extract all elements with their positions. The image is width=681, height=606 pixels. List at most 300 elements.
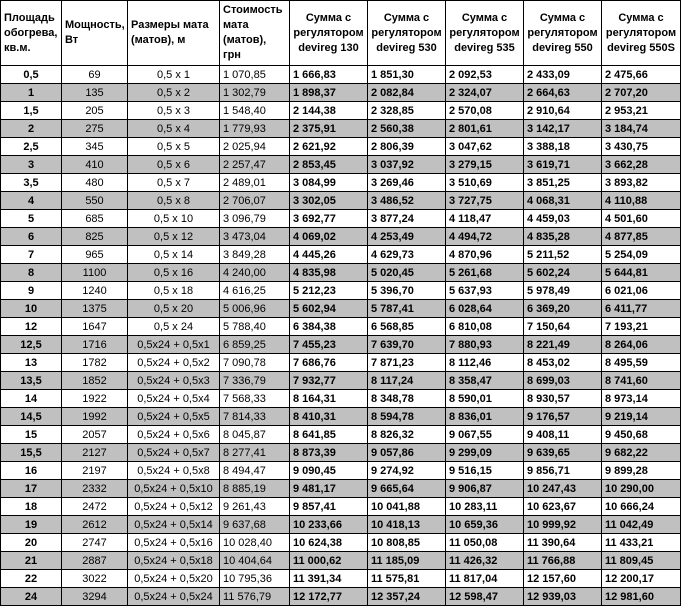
cell-area: 3,5 — [1, 174, 62, 192]
cell-area: 1 — [1, 84, 62, 102]
cell-sum-devireg-550: 3 619,71 — [524, 156, 602, 174]
cell-power: 2612 — [62, 516, 128, 534]
cell-sum-devireg-550: 9 176,57 — [524, 408, 602, 426]
cell-sum-devireg-550: 10 623,67 — [524, 498, 602, 516]
cell-sum-devireg-550s: 11 809,45 — [602, 552, 681, 570]
cell-sum-devireg-130: 4 069,02 — [290, 228, 368, 246]
table-row — [1, 102, 681, 120]
cell-mat-size: 0,5 x 4 — [128, 120, 220, 138]
header-sum-devireg-130: Сумма с регулятором devireg 130 — [290, 1, 368, 66]
cell-area: 9 — [1, 282, 62, 300]
cell-sum-devireg-550s: 3 893,82 — [602, 174, 681, 192]
cell-sum-devireg-550s: 3 662,28 — [602, 156, 681, 174]
cell-sum-devireg-530: 3 877,24 — [368, 210, 446, 228]
cell-sum-devireg-550: 7 150,64 — [524, 318, 602, 336]
cell-sum-devireg-535: 4 870,96 — [446, 246, 524, 264]
cell-power: 1240 — [62, 282, 128, 300]
cell-sum-devireg-550s: 8 264,06 — [602, 336, 681, 354]
table-row — [1, 336, 681, 354]
cell-sum-devireg-130: 5 212,23 — [290, 282, 368, 300]
cell-mat-size: 0,5x24 + 0,5x18 — [128, 552, 220, 570]
cell-sum-devireg-550s: 4 501,60 — [602, 210, 681, 228]
cell-sum-devireg-550: 9 639,65 — [524, 444, 602, 462]
cell-sum-devireg-535: 7 880,93 — [446, 336, 524, 354]
cell-sum-devireg-550: 2 433,09 — [524, 66, 602, 84]
cell-sum-devireg-535: 9 516,15 — [446, 462, 524, 480]
cell-mat-cost: 2 025,94 — [220, 138, 290, 156]
cell-area: 3 — [1, 156, 62, 174]
cell-mat-cost: 4 240,00 — [220, 264, 290, 282]
cell-sum-devireg-535: 2 324,07 — [446, 84, 524, 102]
table-body — [1, 66, 681, 606]
cell-power: 1922 — [62, 390, 128, 408]
header-mat-size: Размеры мата (матов), м — [128, 1, 220, 66]
cell-mat-cost: 10 404,64 — [220, 552, 290, 570]
table-row — [1, 66, 681, 84]
cell-sum-devireg-550s: 2 707,20 — [602, 84, 681, 102]
cell-sum-devireg-550: 5 211,52 — [524, 246, 602, 264]
cell-sum-devireg-130: 4 835,98 — [290, 264, 368, 282]
cell-area: 22 — [1, 570, 62, 588]
header-mat-cost: Стоимость мата (матов), грн — [220, 1, 290, 66]
cell-mat-cost: 9 261,43 — [220, 498, 290, 516]
cell-mat-cost: 8 885,19 — [220, 480, 290, 498]
cell-sum-devireg-530: 7 639,70 — [368, 336, 446, 354]
table-row — [1, 588, 681, 606]
cell-area: 2,5 — [1, 138, 62, 156]
cell-sum-devireg-550s: 6 021,06 — [602, 282, 681, 300]
cell-sum-devireg-130: 5 602,94 — [290, 300, 368, 318]
cell-mat-size: 0,5x24 + 0,5x5 — [128, 408, 220, 426]
cell-area: 19 — [1, 516, 62, 534]
cell-sum-devireg-530: 3 037,92 — [368, 156, 446, 174]
cell-sum-devireg-530: 4 253,49 — [368, 228, 446, 246]
cell-sum-devireg-550: 2 910,64 — [524, 102, 602, 120]
cell-sum-devireg-550s: 9 450,68 — [602, 426, 681, 444]
cell-mat-cost: 1 779,93 — [220, 120, 290, 138]
cell-sum-devireg-550s: 11 433,21 — [602, 534, 681, 552]
cell-sum-devireg-550s: 5 254,09 — [602, 246, 681, 264]
cell-sum-devireg-550s: 3 184,74 — [602, 120, 681, 138]
cell-mat-size: 0,5 x 24 — [128, 318, 220, 336]
cell-sum-devireg-535: 6 810,08 — [446, 318, 524, 336]
header-sum-devireg-530: Сумма с регулятором devireg 530 — [368, 1, 446, 66]
cell-sum-devireg-550: 8 453,02 — [524, 354, 602, 372]
cell-mat-cost: 5 006,96 — [220, 300, 290, 318]
cell-sum-devireg-530: 8 594,78 — [368, 408, 446, 426]
cell-sum-devireg-535: 8 590,01 — [446, 390, 524, 408]
cell-mat-size: 0,5 x 3 — [128, 102, 220, 120]
cell-mat-cost: 1 302,79 — [220, 84, 290, 102]
cell-sum-devireg-550: 10 999,92 — [524, 516, 602, 534]
cell-mat-size: 0,5 x 14 — [128, 246, 220, 264]
cell-sum-devireg-550: 9 408,11 — [524, 426, 602, 444]
cell-mat-cost: 2 257,47 — [220, 156, 290, 174]
cell-sum-devireg-530: 10 808,85 — [368, 534, 446, 552]
cell-sum-devireg-550: 12 157,60 — [524, 570, 602, 588]
cell-sum-devireg-535: 2 092,53 — [446, 66, 524, 84]
cell-mat-cost: 7 568,33 — [220, 390, 290, 408]
cell-sum-devireg-130: 2 375,91 — [290, 120, 368, 138]
cell-sum-devireg-535: 3 047,62 — [446, 138, 524, 156]
cell-sum-devireg-130: 3 084,99 — [290, 174, 368, 192]
cell-sum-devireg-530: 2 082,84 — [368, 84, 446, 102]
cell-mat-cost: 6 859,25 — [220, 336, 290, 354]
table-row — [1, 138, 681, 156]
cell-sum-devireg-535: 9 299,09 — [446, 444, 524, 462]
cell-sum-devireg-130: 3 302,05 — [290, 192, 368, 210]
cell-mat-cost: 1 070,85 — [220, 66, 290, 84]
cell-mat-size: 0,5 x 8 — [128, 192, 220, 210]
cell-sum-devireg-530: 11 575,81 — [368, 570, 446, 588]
cell-mat-size: 0,5x24 + 0,5x4 — [128, 390, 220, 408]
table-row — [1, 282, 681, 300]
cell-mat-size: 0,5x24 + 0,5x16 — [128, 534, 220, 552]
cell-sum-devireg-550: 4 835,28 — [524, 228, 602, 246]
cell-power: 825 — [62, 228, 128, 246]
cell-sum-devireg-530: 11 185,09 — [368, 552, 446, 570]
cell-sum-devireg-550s: 8 741,60 — [602, 372, 681, 390]
cell-mat-cost: 4 616,25 — [220, 282, 290, 300]
cell-sum-devireg-535: 2 801,61 — [446, 120, 524, 138]
cell-sum-devireg-530: 2 560,38 — [368, 120, 446, 138]
cell-sum-devireg-550: 3 388,18 — [524, 138, 602, 156]
cell-sum-devireg-130: 10 233,66 — [290, 516, 368, 534]
cell-mat-size: 0,5 x 5 — [128, 138, 220, 156]
header-sum-devireg-535: Сумма с регулятором devireg 535 — [446, 1, 524, 66]
cell-power: 1992 — [62, 408, 128, 426]
cell-power: 685 — [62, 210, 128, 228]
table-row — [1, 174, 681, 192]
cell-power: 135 — [62, 84, 128, 102]
table-row — [1, 498, 681, 516]
cell-mat-size: 0,5 x 1 — [128, 66, 220, 84]
cell-sum-devireg-530: 9 274,92 — [368, 462, 446, 480]
cell-sum-devireg-550: 4 068,31 — [524, 192, 602, 210]
cell-sum-devireg-530: 9 665,64 — [368, 480, 446, 498]
table-row — [1, 444, 681, 462]
cell-sum-devireg-550s: 9 219,14 — [602, 408, 681, 426]
cell-sum-devireg-130: 7 686,76 — [290, 354, 368, 372]
cell-mat-cost: 8 494,47 — [220, 462, 290, 480]
cell-mat-cost: 10 028,40 — [220, 534, 290, 552]
cell-mat-cost: 7 090,78 — [220, 354, 290, 372]
table-row — [1, 534, 681, 552]
cell-area: 16 — [1, 462, 62, 480]
cell-sum-devireg-530: 10 041,88 — [368, 498, 446, 516]
table-row — [1, 462, 681, 480]
cell-sum-devireg-550s: 12 200,17 — [602, 570, 681, 588]
cell-area: 18 — [1, 498, 62, 516]
cell-sum-devireg-130: 4 445,26 — [290, 246, 368, 264]
cell-sum-devireg-535: 11 050,08 — [446, 534, 524, 552]
cell-sum-devireg-550s: 2 475,66 — [602, 66, 681, 84]
cell-mat-cost: 7 814,33 — [220, 408, 290, 426]
cell-sum-devireg-535: 2 570,08 — [446, 102, 524, 120]
header-area: Площадь обогрева, кв.м. — [1, 1, 62, 66]
cell-sum-devireg-530: 10 418,13 — [368, 516, 446, 534]
cell-sum-devireg-550s: 8 495,59 — [602, 354, 681, 372]
cell-mat-cost: 1 548,40 — [220, 102, 290, 120]
cell-power: 1647 — [62, 318, 128, 336]
cell-sum-devireg-130: 8 410,31 — [290, 408, 368, 426]
cell-sum-devireg-530: 5 787,41 — [368, 300, 446, 318]
cell-sum-devireg-530: 12 357,24 — [368, 588, 446, 606]
cell-mat-cost: 3 849,28 — [220, 246, 290, 264]
cell-mat-size: 0,5 x 16 — [128, 264, 220, 282]
cell-area: 14,5 — [1, 408, 62, 426]
cell-area: 12,5 — [1, 336, 62, 354]
cell-sum-devireg-535: 4 494,72 — [446, 228, 524, 246]
cell-sum-devireg-550s: 10 290,00 — [602, 480, 681, 498]
cell-power: 1716 — [62, 336, 128, 354]
cell-mat-size: 0,5 x 18 — [128, 282, 220, 300]
cell-mat-size: 0,5x24 + 0,5x3 — [128, 372, 220, 390]
cell-mat-cost: 11 576,79 — [220, 588, 290, 606]
cell-area: 21 — [1, 552, 62, 570]
cell-mat-size: 0,5 x 6 — [128, 156, 220, 174]
cell-sum-devireg-550s: 9 899,28 — [602, 462, 681, 480]
cell-sum-devireg-130: 6 384,38 — [290, 318, 368, 336]
cell-sum-devireg-550s: 5 644,81 — [602, 264, 681, 282]
cell-sum-devireg-550: 4 459,03 — [524, 210, 602, 228]
cell-sum-devireg-550: 5 978,49 — [524, 282, 602, 300]
cell-sum-devireg-550s: 9 682,22 — [602, 444, 681, 462]
cell-sum-devireg-530: 8 348,78 — [368, 390, 446, 408]
cell-sum-devireg-550s: 8 973,14 — [602, 390, 681, 408]
cell-power: 2332 — [62, 480, 128, 498]
cell-sum-devireg-530: 3 486,52 — [368, 192, 446, 210]
cell-sum-devireg-130: 11 391,34 — [290, 570, 368, 588]
cell-sum-devireg-130: 2 621,92 — [290, 138, 368, 156]
cell-sum-devireg-550: 6 369,20 — [524, 300, 602, 318]
cell-sum-devireg-550: 8 221,49 — [524, 336, 602, 354]
cell-sum-devireg-535: 10 283,11 — [446, 498, 524, 516]
cell-sum-devireg-550: 10 247,43 — [524, 480, 602, 498]
cell-sum-devireg-535: 11 426,32 — [446, 552, 524, 570]
table-row — [1, 480, 681, 498]
cell-mat-cost: 9 637,68 — [220, 516, 290, 534]
cell-mat-size: 0,5x24 + 0,5x7 — [128, 444, 220, 462]
cell-power: 2887 — [62, 552, 128, 570]
cell-sum-devireg-130: 2 853,45 — [290, 156, 368, 174]
cell-mat-cost: 2 706,07 — [220, 192, 290, 210]
table-row — [1, 516, 681, 534]
cell-power: 345 — [62, 138, 128, 156]
cell-area: 14 — [1, 390, 62, 408]
cell-sum-devireg-550s: 4 110,88 — [602, 192, 681, 210]
cell-sum-devireg-130: 7 455,23 — [290, 336, 368, 354]
cell-mat-size: 0,5x24 + 0,5x1 — [128, 336, 220, 354]
cell-area: 7 — [1, 246, 62, 264]
cell-sum-devireg-550s: 11 042,49 — [602, 516, 681, 534]
table-row — [1, 354, 681, 372]
cell-sum-devireg-130: 8 873,39 — [290, 444, 368, 462]
cell-area: 15 — [1, 426, 62, 444]
cell-sum-devireg-550: 12 939,03 — [524, 588, 602, 606]
cell-sum-devireg-550s: 4 877,85 — [602, 228, 681, 246]
cell-area: 12 — [1, 318, 62, 336]
cell-sum-devireg-550: 11 390,64 — [524, 534, 602, 552]
cell-sum-devireg-130: 7 932,77 — [290, 372, 368, 390]
cell-mat-cost: 8 045,87 — [220, 426, 290, 444]
table-row — [1, 156, 681, 174]
cell-power: 69 — [62, 66, 128, 84]
cell-sum-devireg-535: 9 906,87 — [446, 480, 524, 498]
cell-area: 15,5 — [1, 444, 62, 462]
cell-area: 13 — [1, 354, 62, 372]
cell-mat-cost: 10 795,36 — [220, 570, 290, 588]
cell-sum-devireg-130: 3 692,77 — [290, 210, 368, 228]
cell-sum-devireg-130: 12 172,77 — [290, 588, 368, 606]
cell-sum-devireg-130: 9 090,45 — [290, 462, 368, 480]
cell-sum-devireg-550: 2 664,63 — [524, 84, 602, 102]
cell-power: 1852 — [62, 372, 128, 390]
cell-area: 4 — [1, 192, 62, 210]
table-row — [1, 372, 681, 390]
cell-area: 2 — [1, 120, 62, 138]
cell-area: 24 — [1, 588, 62, 606]
table-row — [1, 318, 681, 336]
cell-sum-devireg-535: 3 510,69 — [446, 174, 524, 192]
table-row — [1, 192, 681, 210]
table-row — [1, 246, 681, 264]
cell-sum-devireg-535: 11 817,04 — [446, 570, 524, 588]
cell-sum-devireg-530: 6 568,85 — [368, 318, 446, 336]
cell-mat-size: 0,5x24 + 0,5x2 — [128, 354, 220, 372]
cell-power: 3022 — [62, 570, 128, 588]
cell-area: 10 — [1, 300, 62, 318]
cell-area: 20 — [1, 534, 62, 552]
cell-power: 2472 — [62, 498, 128, 516]
cell-sum-devireg-535: 9 067,55 — [446, 426, 524, 444]
cell-sum-devireg-550s: 3 430,75 — [602, 138, 681, 156]
cell-mat-cost: 3 096,79 — [220, 210, 290, 228]
cell-mat-size: 0,5x24 + 0,5x6 — [128, 426, 220, 444]
cell-mat-size: 0,5x24 + 0,5x12 — [128, 498, 220, 516]
cell-mat-size: 0,5 x 20 — [128, 300, 220, 318]
cell-area: 1,5 — [1, 102, 62, 120]
cell-power: 1100 — [62, 264, 128, 282]
cell-sum-devireg-530: 2 328,85 — [368, 102, 446, 120]
cell-sum-devireg-535: 8 836,01 — [446, 408, 524, 426]
cell-mat-size: 0,5 x 12 — [128, 228, 220, 246]
cell-sum-devireg-530: 3 269,46 — [368, 174, 446, 192]
cell-sum-devireg-530: 8 117,24 — [368, 372, 446, 390]
table-row — [1, 84, 681, 102]
header-row — [1, 1, 681, 66]
table-row — [1, 210, 681, 228]
table-row — [1, 426, 681, 444]
cell-sum-devireg-550s: 2 953,21 — [602, 102, 681, 120]
cell-sum-devireg-530: 7 871,23 — [368, 354, 446, 372]
cell-sum-devireg-530: 4 629,73 — [368, 246, 446, 264]
cell-mat-size: 0,5 x 2 — [128, 84, 220, 102]
cell-power: 1375 — [62, 300, 128, 318]
table-header — [1, 1, 681, 66]
cell-sum-devireg-535: 8 112,46 — [446, 354, 524, 372]
cell-sum-devireg-535: 5 261,68 — [446, 264, 524, 282]
cell-mat-size: 0,5x24 + 0,5x14 — [128, 516, 220, 534]
cell-sum-devireg-530: 9 057,86 — [368, 444, 446, 462]
cell-mat-size: 0,5x24 + 0,5x24 — [128, 588, 220, 606]
cell-power: 2197 — [62, 462, 128, 480]
table-row — [1, 264, 681, 282]
cell-sum-devireg-535: 6 028,64 — [446, 300, 524, 318]
cell-mat-cost: 5 788,40 — [220, 318, 290, 336]
cell-mat-cost: 7 336,79 — [220, 372, 290, 390]
cell-mat-cost: 8 277,41 — [220, 444, 290, 462]
cell-mat-cost: 2 489,01 — [220, 174, 290, 192]
cell-area: 8 — [1, 264, 62, 282]
cell-sum-devireg-130: 1 666,83 — [290, 66, 368, 84]
header-power: Мощность, Вт — [62, 1, 128, 66]
cell-power: 410 — [62, 156, 128, 174]
cell-sum-devireg-535: 10 659,36 — [446, 516, 524, 534]
table-row — [1, 408, 681, 426]
cell-sum-devireg-535: 12 598,47 — [446, 588, 524, 606]
cell-area: 13,5 — [1, 372, 62, 390]
cell-sum-devireg-130: 10 624,38 — [290, 534, 368, 552]
cell-mat-size: 0,5x24 + 0,5x8 — [128, 462, 220, 480]
table-row — [1, 390, 681, 408]
cell-sum-devireg-550: 8 930,57 — [524, 390, 602, 408]
cell-sum-devireg-530: 8 826,32 — [368, 426, 446, 444]
cell-sum-devireg-550: 3 142,17 — [524, 120, 602, 138]
cell-sum-devireg-535: 4 118,47 — [446, 210, 524, 228]
cell-sum-devireg-130: 8 164,31 — [290, 390, 368, 408]
cell-power: 3294 — [62, 588, 128, 606]
cell-area: 5 — [1, 210, 62, 228]
header-sum-devireg-550s: Сумма с регулятором devireg 550S — [602, 1, 681, 66]
cell-sum-devireg-550s: 10 666,24 — [602, 498, 681, 516]
cell-sum-devireg-535: 8 358,47 — [446, 372, 524, 390]
cell-sum-devireg-530: 5 396,70 — [368, 282, 446, 300]
cell-mat-size: 0,5x24 + 0,5x10 — [128, 480, 220, 498]
header-sum-devireg-550: Сумма с регулятором devireg 550 — [524, 1, 602, 66]
cell-sum-devireg-530: 5 020,45 — [368, 264, 446, 282]
cell-sum-devireg-535: 3 279,15 — [446, 156, 524, 174]
cell-area: 17 — [1, 480, 62, 498]
cell-sum-devireg-550: 8 699,03 — [524, 372, 602, 390]
cell-power: 275 — [62, 120, 128, 138]
table-row — [1, 120, 681, 138]
cell-power: 2747 — [62, 534, 128, 552]
cell-sum-devireg-550: 9 856,71 — [524, 462, 602, 480]
cell-power: 480 — [62, 174, 128, 192]
cell-area: 0,5 — [1, 66, 62, 84]
cell-sum-devireg-130: 11 000,62 — [290, 552, 368, 570]
cell-sum-devireg-550s: 12 981,60 — [602, 588, 681, 606]
cell-mat-size: 0,5 x 10 — [128, 210, 220, 228]
cell-power: 205 — [62, 102, 128, 120]
cell-sum-devireg-530: 1 851,30 — [368, 66, 446, 84]
cell-sum-devireg-550: 3 851,25 — [524, 174, 602, 192]
table-row — [1, 228, 681, 246]
cell-sum-devireg-130: 8 641,85 — [290, 426, 368, 444]
cell-sum-devireg-130: 9 481,17 — [290, 480, 368, 498]
cell-power: 2057 — [62, 426, 128, 444]
cell-sum-devireg-535: 3 727,75 — [446, 192, 524, 210]
cell-power: 965 — [62, 246, 128, 264]
cell-sum-devireg-550: 5 602,24 — [524, 264, 602, 282]
table-row — [1, 570, 681, 588]
table-row — [1, 552, 681, 570]
cell-sum-devireg-550: 11 766,88 — [524, 552, 602, 570]
table-row — [1, 300, 681, 318]
cell-power: 2127 — [62, 444, 128, 462]
cell-sum-devireg-130: 1 898,37 — [290, 84, 368, 102]
